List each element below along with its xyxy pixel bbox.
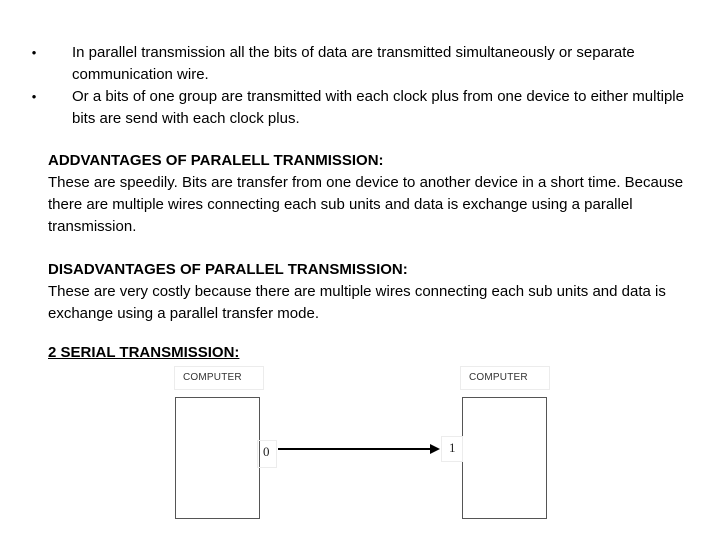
disadvantages-heading: DISADVANTAGES OF PARALLEL TRANSMISSION: — [48, 261, 408, 278]
disadvantages-body: These are very costly because there are multiple wires connecting each sub units and data is exchange using a parallel transfer mode. — [48, 283, 666, 322]
bullet-text: In parallel transmission all the bits of data are transmitted simultaneously or separate communication wire. — [72, 44, 635, 83]
right-bit-value: 1 — [449, 440, 456, 455]
advantages-heading: ADDVANTAGES OF PARALELL TRANMISSION: — [48, 152, 384, 169]
bullet-item — [28, 42, 688, 86]
arrow-head-icon — [430, 444, 440, 454]
bullet-text: Or a bits of one group are transmitted with each clock plus from one device to either multiple bits are send with each clock plus. — [72, 88, 684, 127]
disadvantages-section — [48, 259, 698, 325]
serial-diagram — [0, 360, 720, 540]
advantages-body: These are speedily. Bits are transfer from one device to another device in a short time. Because there are multiple wires connecting each sub units and data is exchange using a parallel transmission. — [48, 174, 684, 235]
transmission-wire — [0, 360, 720, 540]
left-bit-value: 0 — [263, 444, 270, 459]
serial-heading: 2 SERIAL TRANSMISSION: — [48, 344, 240, 361]
advantages-section — [48, 150, 698, 238]
bullet-list — [28, 42, 688, 130]
bullet-icon: • — [31, 45, 37, 60]
left-computer-label: COMPUTER — [183, 372, 242, 383]
bullet-icon: • — [31, 89, 37, 104]
bullet-item — [28, 86, 688, 130]
right-computer-label: COMPUTER — [469, 372, 528, 383]
